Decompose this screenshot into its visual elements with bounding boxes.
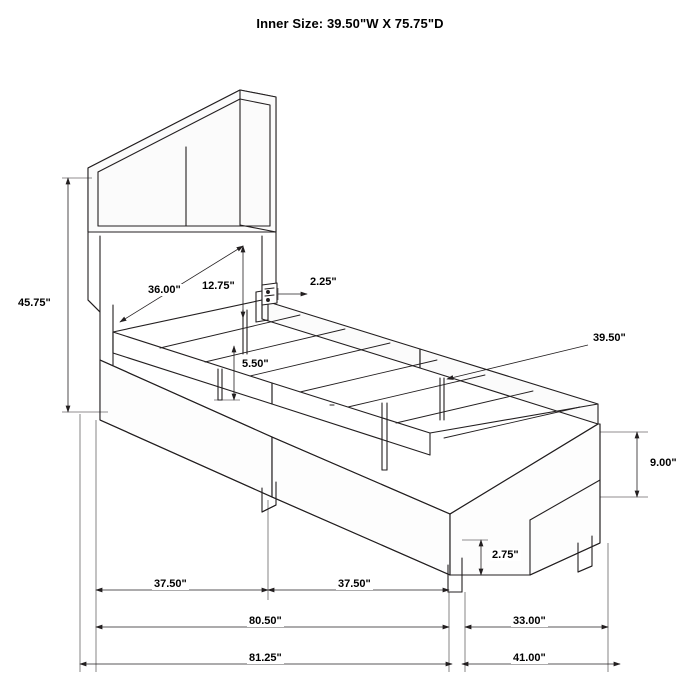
dimension-label-span-left: 37.50"	[154, 578, 187, 590]
dimension-label-leg-height: 2.75"	[492, 549, 519, 561]
rail-bracket	[262, 283, 277, 305]
dimension-label-span-right: 37.50"	[338, 578, 371, 590]
dimension-label-bracket-width: 2.25"	[310, 276, 337, 288]
dimension-label-slat-clearance: 5.50"	[242, 358, 269, 370]
side-rail-front	[100, 360, 450, 575]
dimension-label-overall-height: 45.75"	[18, 297, 51, 309]
dimension-label-span-inner: 80.50"	[249, 615, 282, 627]
page-title: Inner Size: 39.50"W X 75.75"D	[256, 16, 444, 31]
headboard	[88, 90, 276, 232]
dimension-label-footboard-depth: 41.00"	[513, 652, 546, 664]
dimension-label-headboard-height: 36.00"	[148, 284, 181, 296]
dimension-label-overall-length: 81.25"	[249, 652, 282, 664]
dimension-label-deck-height: 9.00"	[650, 457, 677, 469]
dimension-label-span-footboard: 33.00"	[513, 615, 546, 627]
dimension-label-inner-width: 39.50"	[593, 332, 626, 344]
dimension-label-headboard-to-rail: 12.75"	[202, 280, 235, 292]
